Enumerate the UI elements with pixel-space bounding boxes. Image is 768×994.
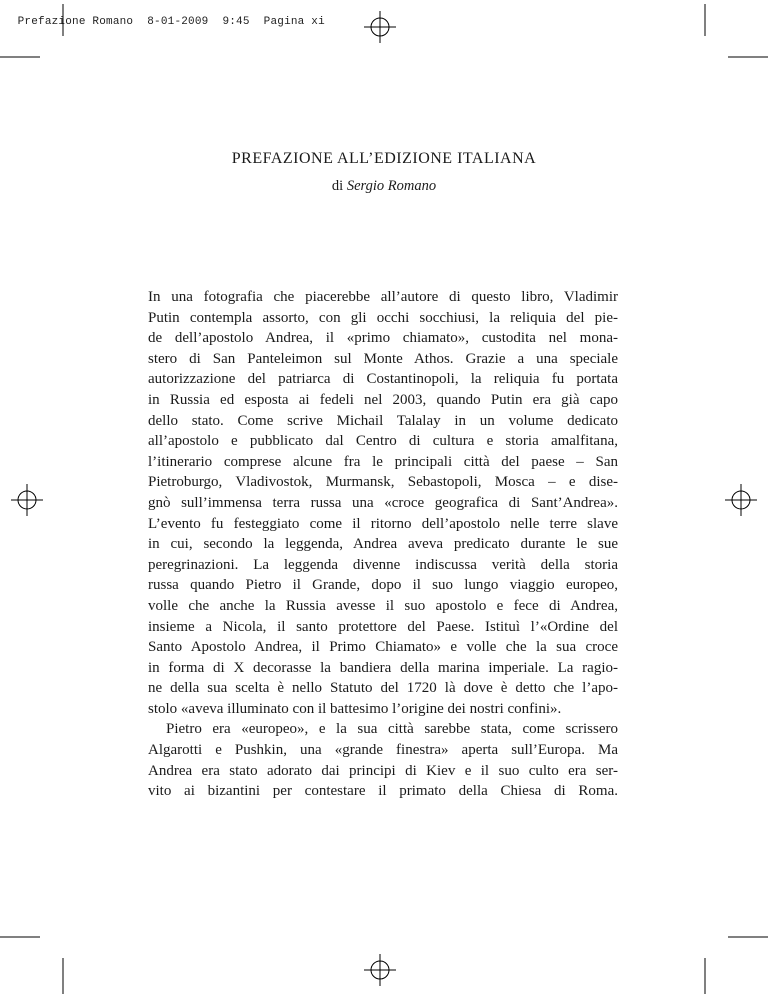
text-line: stolo «aveva illuminato con il battesimo l’origine dei nostri confini». (148, 700, 562, 717)
text-line: insieme a Nicola, il santo protettore del Paese. Istituì l’«Ordine del (148, 618, 618, 635)
text-line: Algarotti e Pushkin, una «grande finestra» aperta sull’Europa. Ma (148, 742, 618, 759)
byline (0, 178, 768, 195)
slug-date: 8-01-2009 (147, 16, 209, 28)
text-line: vito ai bizantini per contestare il primato della Chiesa di Roma. (148, 783, 618, 800)
text-line: autorizzazione del patriarca di Costantinopoli, la reliquia fu portata (148, 371, 618, 388)
text-line: gnò sull’immensa terra russa una «croce geografica di Sant’Andrea». (148, 494, 618, 511)
text-line: peregrinazioni. La leggenda divenne indiscussa verità della storia (148, 556, 618, 573)
chapter-title: PREFAZIONE ALL’EDIZIONE ITALIANA (231, 150, 537, 167)
registration-mark-bottom (364, 954, 396, 986)
paragraph-2 (148, 719, 618, 801)
text-line: volle che anche la Russia avesse il suo apostolo e fece di Andrea, (148, 597, 618, 614)
byline-author: Sergio Romano (346, 178, 437, 194)
slug-filename: Prefazione Romano (17, 16, 134, 28)
text-line: Andrea era stato adorato dai principi di Kiev e il suo culto era ser- (148, 762, 618, 779)
text-line: In una fotografia che piacerebbe all’autore di questo libro, Vladimir (148, 289, 618, 305)
registration-mark-right (725, 484, 757, 516)
text-line: Pietro era «europeo», e la sua città sarebbe stata, come scrissero (166, 721, 618, 738)
byline-prefix: di (331, 178, 344, 194)
text-line: Santo Apostolo Andrea, il Primo Chiamato» e volle che la sua croce (148, 639, 618, 656)
text-line: L’evento fu festeggiato come il ritorno dell’apostolo nelle terre slave (148, 515, 618, 532)
text-line: l’itinerario comprese alcune fra le principali città del paese – San (148, 453, 618, 470)
text-line: in forma di X decorasse la bandiera della marina imperiale. La ragio- (148, 659, 618, 676)
registration-mark-top (364, 11, 396, 43)
text-line: russa quando Pietro il Grande, dopo il suo lungo viaggio europeo, (148, 577, 618, 594)
text-line: de dell’apostolo Andrea, il «primo chiamato», custodita nel mona- (148, 330, 618, 347)
body-text (148, 287, 618, 802)
paragraph-1 (148, 287, 618, 719)
text-line: ne della sua scelta è nello Statuto del 1720 là dove è detto che l’apo- (148, 680, 618, 697)
registration-mark-left (11, 484, 43, 516)
slug-time: 9:45 (222, 16, 250, 28)
text-line: in cui, secondo la leggenda, Andrea aveva predicato durante le sue (148, 536, 618, 553)
text-line: stero di San Panteleimon sul Monte Athos. Grazie a una speciale (148, 350, 618, 367)
slug-page-label: Pagina xi (263, 16, 325, 28)
text-line: dello stato. Come scrive Michail Talalay in un volume dedicato (148, 412, 618, 429)
text-line: Putin contempla assorto, con gli occhi socchiusi, la reliquia del pie- (148, 309, 618, 326)
text-line: all’apostolo e pubblicato dal Centro di cultura e storia amalfitana, (148, 433, 618, 450)
text-line: in Russia ed esposta ai fedeli nel 2003, quando Putin era già capo (148, 391, 618, 408)
text-line: Pietroburgo, Vladivostok, Murmansk, Sebastopoli, Mosca – e dise- (148, 474, 618, 491)
